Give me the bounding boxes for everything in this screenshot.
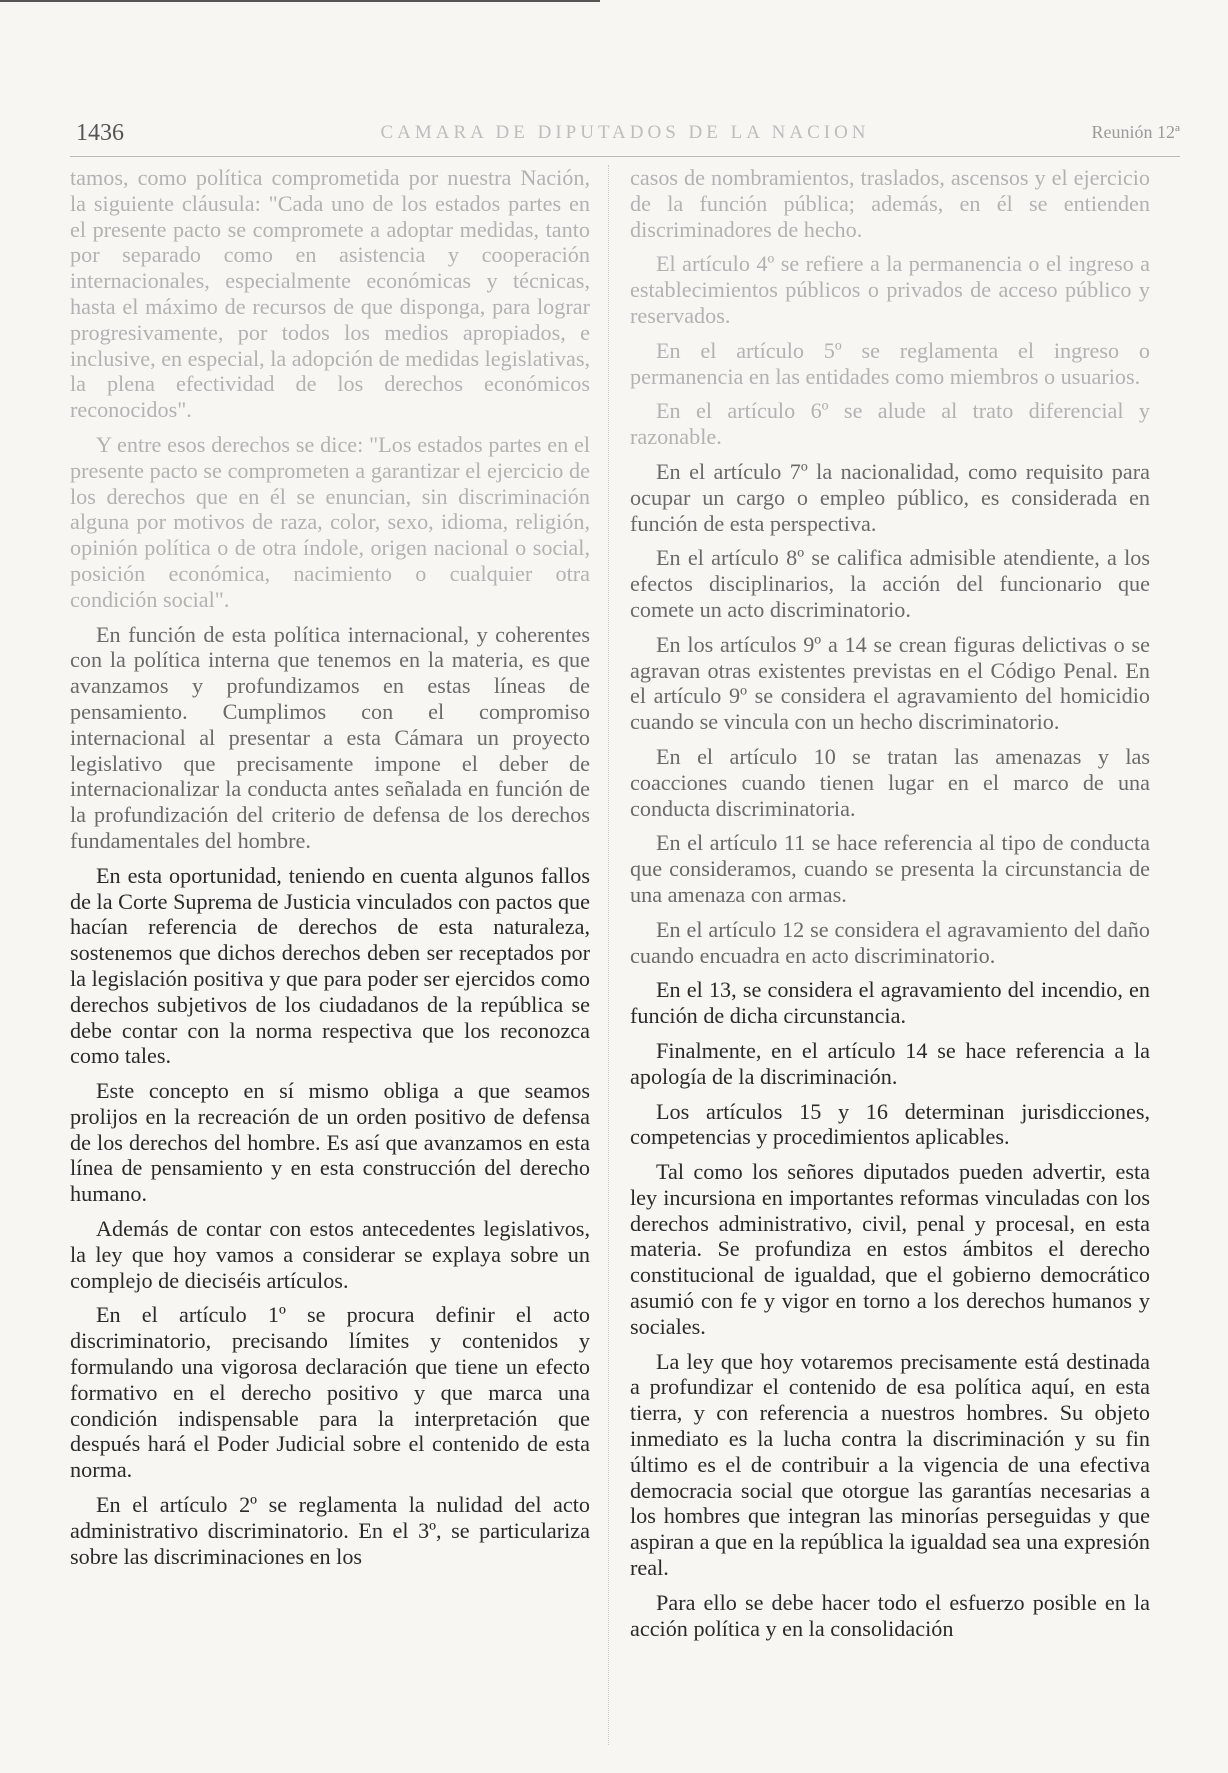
paragraph: En el artículo 2º se reglamenta la nulidad del acto administrativo discriminatorio. En el 3º, se particulariza sobre las discriminaciones en los — [70, 1492, 590, 1569]
paragraph: En el artículo 1º se procura definir el acto discriminatorio, precisando límites y contenidos y formulando una vigorosa declaración que tiene un efecto formativo en el derecho positivo y que marca una condición indispensable para la interpretación que después hará el Poder Judicial sobre el contenido de esta norma. — [70, 1302, 590, 1483]
paragraph: Para ello se debe hacer todo el esfuerzo posible en la acción política y en la consolidación — [630, 1589, 1150, 1641]
paragraph: En el artículo 12 se considera el agravamiento del daño cuando encuadra en acto discriminatorio. — [630, 916, 1150, 968]
paragraph: Los artículos 15 y 16 determinan jurisdicciones, competencias y procedimientos aplicables. — [630, 1098, 1150, 1150]
paragraph: Además de contar con estos antecedentes legislativos, la ley que hoy vamos a considerar se explaya sobre un complejo de dieciséis artículos. — [70, 1216, 590, 1293]
right-column — [630, 165, 1150, 1650]
paragraph: Este concepto en sí mismo obliga a que seamos prolijos en la recreación de un orden positivo de defensa de los derechos del hombre. Es así que avanzamos en esta línea de pensamiento y en esta construcción del derecho humano. — [70, 1078, 590, 1207]
paragraph: En esta oportunidad, teniendo en cuenta algunos fallos de la Corte Suprema de Justicia vinculados con pactos que hacían referencia de derechos de esta naturaleza, sostenemos que dichos derechos deben ser receptados por la legislación positiva y que para poder ser ejercidos como derechos subjetivos de los ciudadanos de la república se debe contar con la norma respectiva que los reconozca como tales. — [70, 862, 590, 1069]
paragraph: En el artículo 7º la nacionalidad, como requisito para ocupar un cargo o empleo público, es considerada en función de esta perspectiva. — [630, 458, 1150, 536]
top-rule — [0, 0, 600, 2]
paragraph: tamos, como política comprometida por nuestra Nación, la siguiente cláusula: "Cada uno de los estados partes en el presente pacto se compromete a adoptar medidas, tanto por separado como en asistencia y cooperación internacionales, especialmente económicas y técnicas, hasta el máximo de recursos de que disponga, para lograr progresivamente, por todos los medios apropiados, e inclusive, en especial, la adopción de medidas legislativas, la plena efectividad de los derechos económicos reconocidos". — [70, 165, 591, 423]
session-label: Reunión 12ª — [1091, 122, 1180, 142]
paragraph: En el artículo 5º se reglamenta el ingreso o permanencia en las entidades como miembros o usuarios. — [630, 337, 1150, 389]
paragraph: Y entre esos derechos se dice: "Los estados partes en el presente pacto se comprometen a garantizar el ejercicio de los derechos que en él se enuncian, sin discriminación alguna por motivos de raza, color, sexo, idioma, religión, opinión política o de otra índole, origen nacional o social, posición económica, nacimiento o cualquier otra condición social". — [70, 431, 590, 612]
paragraph: En el artículo 8º se califica admisible atendiente, a los efectos disciplinarios, la acción del funcionario que comete un acto discriminatorio. — [630, 545, 1150, 622]
paragraph: En el artículo 6º se alude al trato diferencial y razonable. — [630, 398, 1150, 450]
paragraph: En los artículos 9º a 14 se crean figuras delictivas o se agravan otras existentes previstas en el Código Penal. En el artículo 9º se considera el agravamiento del homicidio cuando se vincula con un hecho discriminatorio. — [630, 631, 1150, 735]
paragraph: casos de nombramientos, traslados, ascensos y el ejercicio de la función pública; además, en él se entienden discriminadores de hecho. — [630, 165, 1150, 242]
paragraph: Finalmente, en el artículo 14 se hace referencia a la apología de la discriminación. — [630, 1037, 1150, 1089]
paragraph: En el 13, se considera el agravamiento del incendio, en función de dicha circunstancia. — [630, 977, 1150, 1029]
page-number: 1436 — [76, 120, 124, 146]
paragraph: En el artículo 10 se tratan las amenazas y las coacciones cuando tienen lugar en el marco de una conducta discriminatoria. — [630, 743, 1150, 821]
paragraph: En el artículo 11 se hace referencia al tipo de conducta que consideramos, cuando se presenta la circunstancia de una amenaza con armas. — [630, 830, 1150, 907]
paragraph: La ley que hoy votaremos precisamente está destinada a profundizar el contenido de esa política aquí, en esta tierra, y con referencia a nuestros hombres. Su objeto inmediato es la lucha contra la discriminación y su fin último es el de contribuir a la vigencia de una efectiva democracia social que otorgue las garantías necesarias a los hombres que integran las minorías perseguidas y que aspiran a que en la república la igualdad sea una expresión real. — [630, 1348, 1150, 1581]
paragraph: En función de esta política internacional, y coherentes con la política interna que tenemos en la materia, es que avanzamos y profundizamos en estas líneas de pensamiento. Cumplimos con el compromiso internacional al presentar a esta Cámara un proyecto legislativo que precisamente impone el deber de internacionalizar la conducta antes señalada en función de la profundización del criterio de defensa de los derechos fundamentales del hombre. — [70, 621, 590, 853]
page-header — [70, 120, 1180, 157]
left-column — [70, 165, 590, 1578]
paragraph: El artículo 4º se refiere a la permanencia o el ingreso a establecimientos públicos o privados de acceso público y reservados. — [630, 251, 1150, 328]
running-title: CAMARA DE DIPUTADOS DE LA NACION — [380, 122, 870, 143]
column-divider — [608, 165, 609, 1745]
paragraph: Tal como los señores diputados pueden advertir, esta ley incursiona en importantes reformas vinculadas con los derechos administrativo, civil, penal y procesal, en esta materia. Se profundiza en estos ámbitos el derecho constitucional de igualdad, que el gobierno democrático asumió con fe y vigor en torno a los derechos humanos y sociales. — [630, 1159, 1150, 1339]
